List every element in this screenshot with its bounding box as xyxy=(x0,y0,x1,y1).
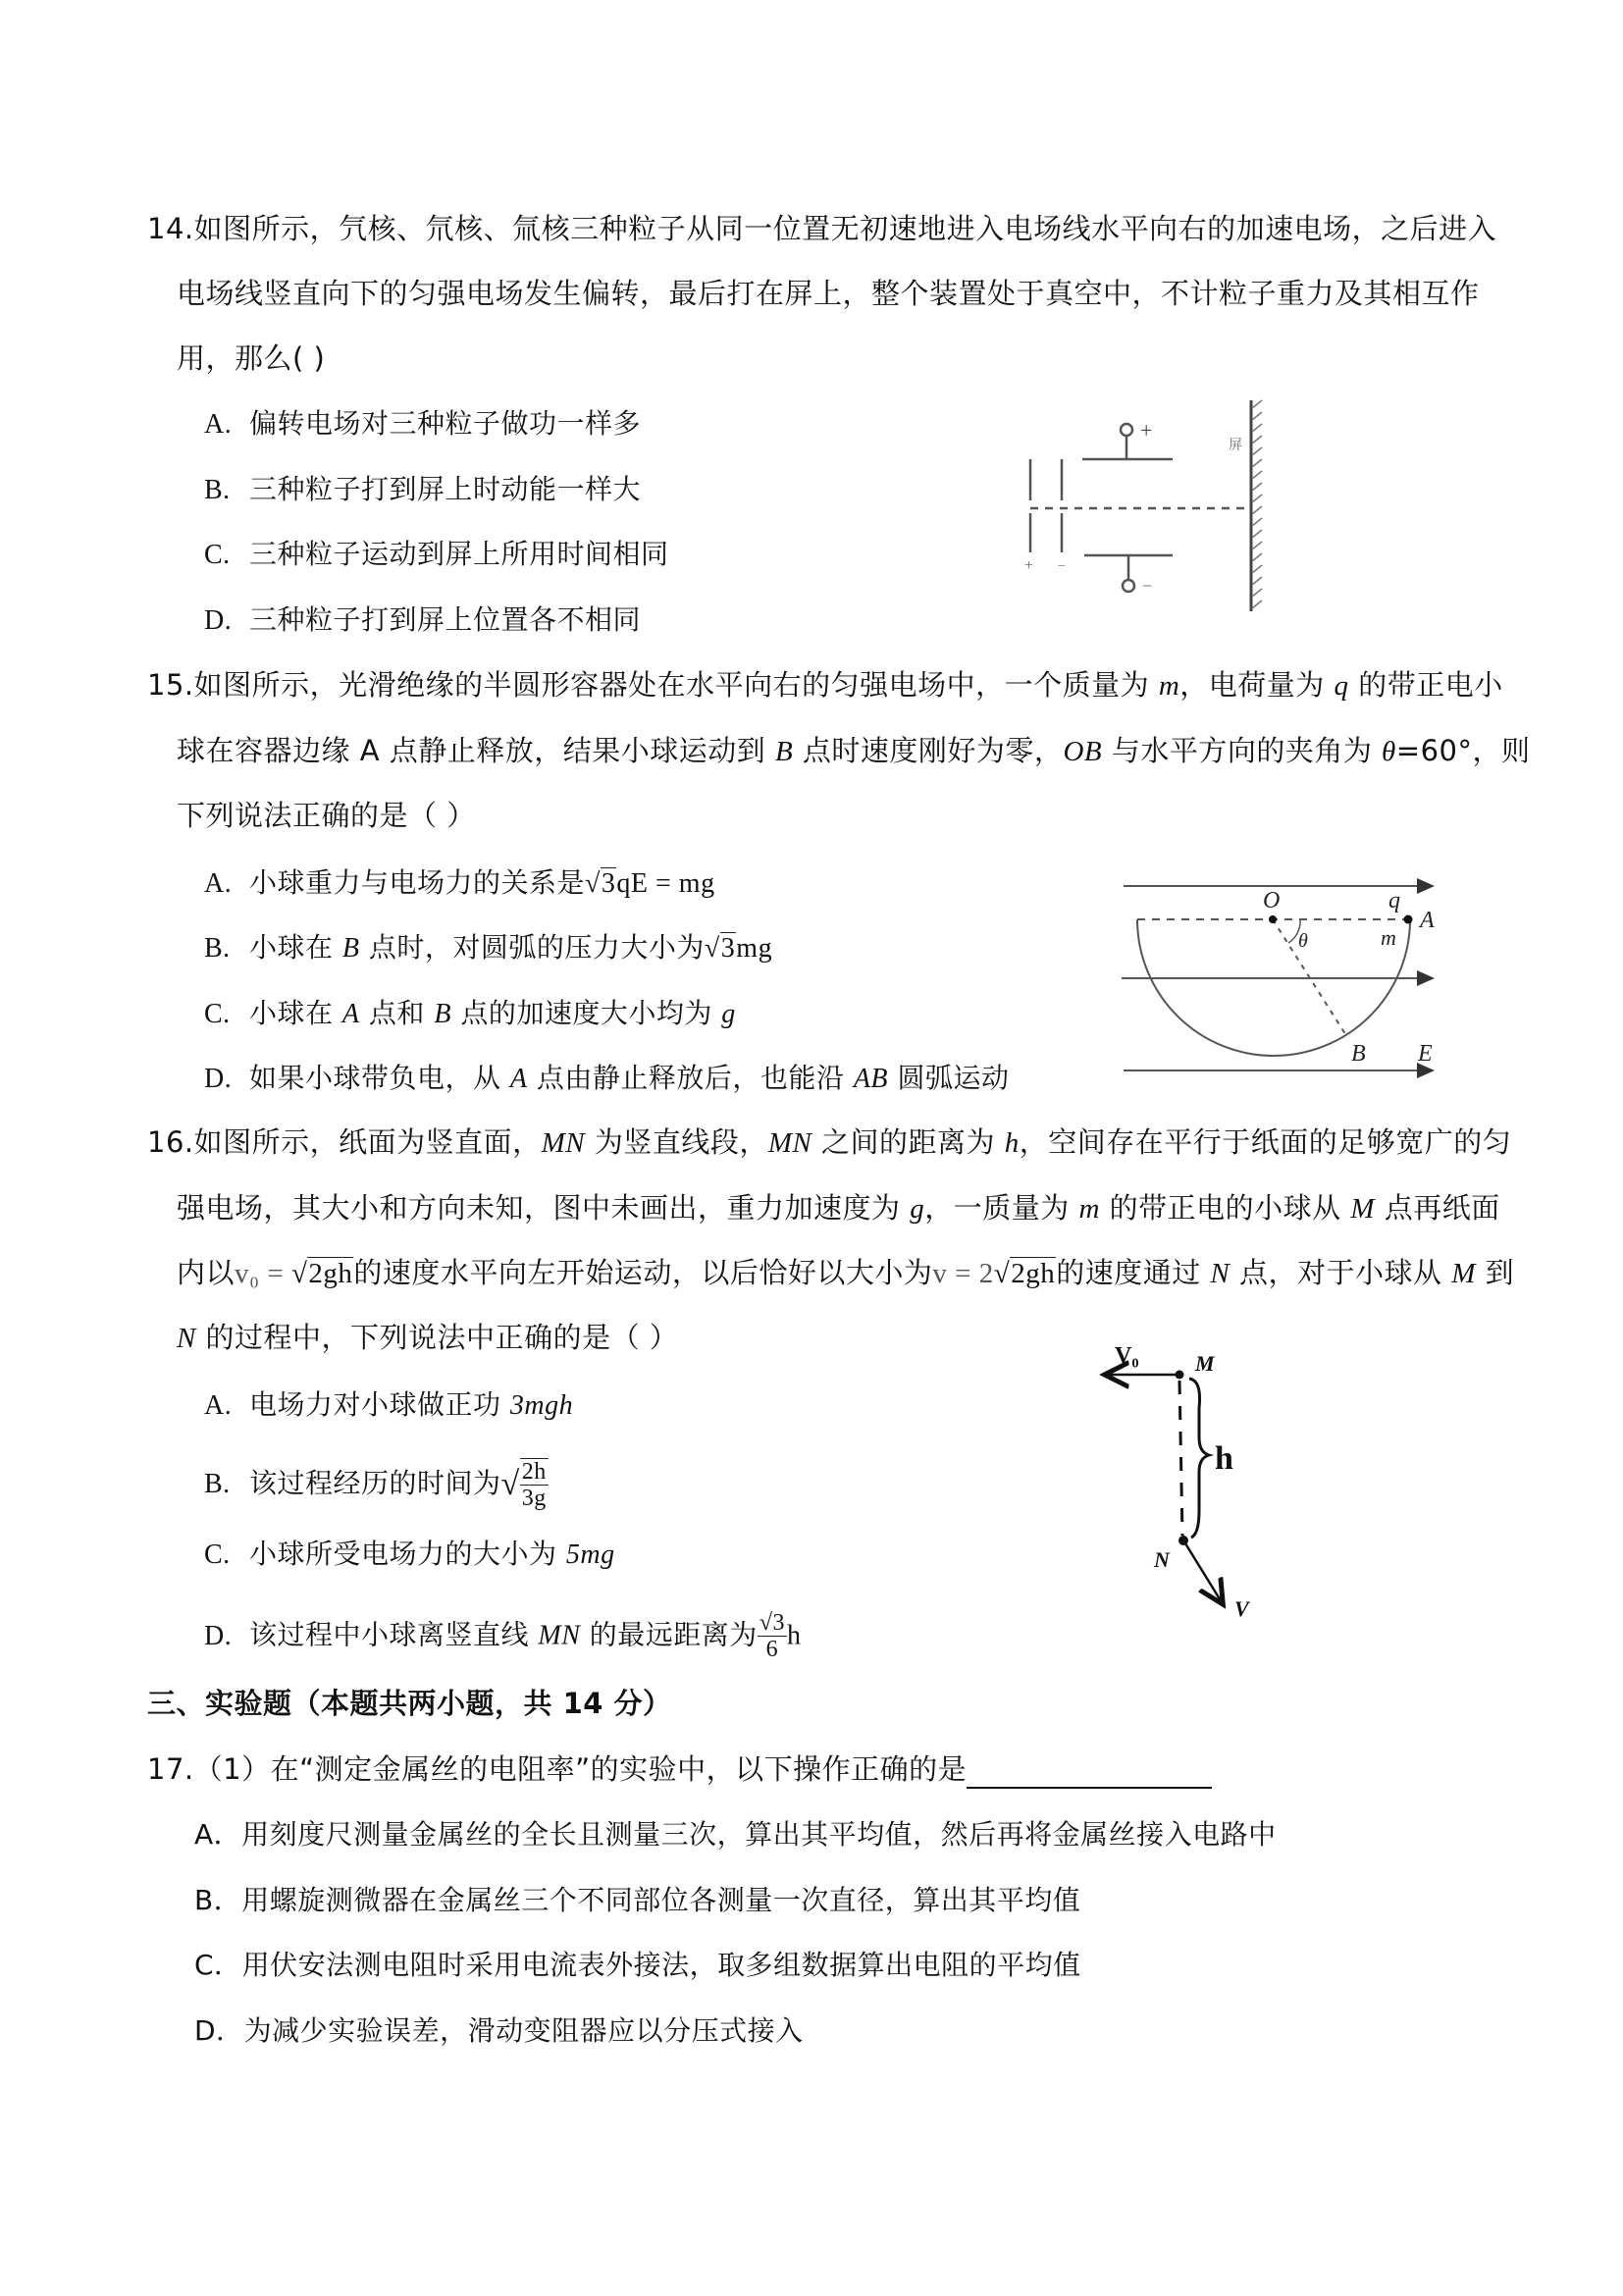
option-text: 点的加速度大小均为 xyxy=(450,997,722,1029)
option-text: 电场力对小球做正功 xyxy=(249,1388,510,1421)
sqrt-expr: √3 xyxy=(585,868,616,899)
label-h: h xyxy=(1215,1440,1233,1477)
text: 的带正电的小球从 xyxy=(1099,1191,1351,1225)
var-MN: MN xyxy=(538,1620,581,1651)
text: 的过程中，下列说法中正确的是（ ） xyxy=(195,1321,679,1354)
v-arrow xyxy=(1185,1543,1222,1602)
option-text: 点时，对圆弧的压力大小为 xyxy=(359,931,705,964)
option-label: B. xyxy=(204,475,231,505)
sqrt-expr: √3 xyxy=(704,933,736,964)
radicand: 3 xyxy=(601,868,616,899)
var-B: B xyxy=(341,933,360,964)
label-O: O xyxy=(1263,888,1281,913)
q14-stem-line-2: 电场线竖直向下的匀强电场发生偏转，最后打在屏上，整个装置处于真空中，不计粒子重力及其相互作 xyxy=(177,277,1480,310)
text: 16.如图所示，纸面为竖直面， xyxy=(147,1125,542,1159)
option-text: 点和 xyxy=(359,997,435,1029)
q16-stem-line-4 xyxy=(177,1318,678,1358)
math-expr: 3mgh xyxy=(509,1390,574,1421)
option-text: 用螺旋测微器在金属丝三个不同部位各测量一次直径，算出其平均值 xyxy=(241,1884,1081,1916)
var-B: B xyxy=(434,999,451,1029)
var-m: m xyxy=(1158,670,1180,702)
label-q: q xyxy=(1388,888,1400,913)
option-label: A. xyxy=(204,1390,233,1421)
text: 的速度通过 xyxy=(1056,1256,1211,1289)
var-A: A xyxy=(509,1064,528,1094)
option-text: 三种粒子打到屏上位置各不相同 xyxy=(249,603,642,636)
text: 为竖直线段， xyxy=(585,1125,768,1159)
var-N: N xyxy=(177,1323,196,1354)
numerator: √3 xyxy=(759,1610,785,1636)
var-B: B xyxy=(775,736,794,767)
option-text: 该过程中小球离竖直线 xyxy=(249,1618,539,1651)
option-label: D. xyxy=(204,1620,233,1651)
q14-option-d[interactable] xyxy=(204,600,641,641)
var-v: v = 2 xyxy=(932,1258,994,1289)
answer-blank[interactable] xyxy=(967,1759,1212,1789)
math-expr: mg xyxy=(736,933,773,964)
q17-option-b[interactable] xyxy=(194,1881,1080,1920)
q16-stem-line-1 xyxy=(147,1122,1511,1163)
option-label: C. xyxy=(204,999,231,1029)
q16-figure xyxy=(1089,1339,1285,1629)
text: 之间的距离为 xyxy=(812,1125,1005,1159)
option-label: A． xyxy=(194,1818,242,1851)
text: 点再纸面 xyxy=(1375,1191,1500,1225)
sqrt-sign: √ xyxy=(500,1466,520,1502)
q16-option-a[interactable] xyxy=(204,1385,573,1426)
math-expr: 5mg xyxy=(565,1539,615,1570)
var-M: M xyxy=(1350,1193,1376,1225)
semicircle-container xyxy=(1137,919,1410,1056)
option-text: 如果小球带负电，从 xyxy=(249,1062,510,1094)
option-text: 为减少实验误差，滑动变阻器应以分压式接入 xyxy=(243,2014,804,2047)
option-text: 用刻度尺测量金属丝的全长且测量三次，算出其平均值，然后再将金属丝接入电路中 xyxy=(241,1818,1277,1851)
var-M: M xyxy=(1451,1258,1476,1289)
var-A: A xyxy=(341,999,360,1029)
text: ，空间存在平行于纸面的足够宽广的匀 xyxy=(1019,1125,1512,1159)
var-g: g xyxy=(910,1193,925,1225)
option-label: C. xyxy=(204,1539,231,1570)
h-brace xyxy=(1189,1379,1209,1538)
var-h: h xyxy=(1004,1127,1020,1159)
option-text: 小球在 xyxy=(249,931,342,964)
q17-option-c[interactable] xyxy=(194,1946,1081,1985)
text: 的速度水平向左开始运动，以后恰好以大小为 xyxy=(353,1256,933,1289)
option-text: 三种粒子运动到屏上所用时间相同 xyxy=(249,538,669,570)
label-v: V xyxy=(1234,1596,1249,1621)
radicand: 3 xyxy=(720,933,736,964)
label-theta: θ xyxy=(1298,930,1308,952)
q15-figure xyxy=(1114,868,1467,1079)
var-v0: v₀ = xyxy=(235,1258,291,1289)
option-text: 点由静止释放后，也能沿 xyxy=(527,1062,854,1094)
q16-option-b[interactable] xyxy=(204,1458,549,1511)
q15-stem-line-2 xyxy=(177,731,1531,771)
q16-stem-line-3 xyxy=(177,1253,1514,1293)
var-OB: OB xyxy=(1063,736,1103,767)
q16-option-c[interactable] xyxy=(204,1535,615,1575)
q14-stem-line-1: 14.如图所示，氕核、氘核、氚核三种粒子从同一位置无初速地进入电场线水平向右的加速电场，之后进入 xyxy=(147,212,1497,245)
option-text: 的最远距离为 xyxy=(580,1618,758,1651)
option-text: 三种粒子打到屏上时动能一样大 xyxy=(249,473,642,505)
text: 球在容器边缘 A 点静止释放，结果小球运动到 xyxy=(177,734,775,767)
point-M xyxy=(1176,1371,1184,1380)
option-label: D． xyxy=(194,2014,244,2047)
q16-option-d[interactable] xyxy=(204,1610,801,1662)
option-label: B. xyxy=(204,933,231,964)
text: 的带正电小 xyxy=(1348,668,1503,702)
math-expr: g xyxy=(721,999,736,1029)
sqrt-expr: √2gh xyxy=(993,1258,1056,1289)
text: 与水平方向的夹角为 xyxy=(1102,734,1383,767)
MN-dashed xyxy=(1179,1381,1182,1536)
text: 到 xyxy=(1475,1256,1515,1289)
var-AB: AB xyxy=(853,1064,889,1094)
text: =60°，则 xyxy=(1395,734,1531,767)
text: ，电荷量为 xyxy=(1179,668,1335,702)
screen-hatching xyxy=(1252,400,1262,608)
numerator: 2h xyxy=(521,1459,547,1485)
math-expr: h xyxy=(786,1620,802,1651)
var-m: m xyxy=(1078,1193,1100,1225)
denominator: 3g xyxy=(521,1486,547,1511)
option-label: D. xyxy=(204,605,233,636)
text: ，一质量为 xyxy=(924,1191,1079,1225)
var-MN: MN xyxy=(541,1127,586,1159)
q16-stem-line-2 xyxy=(177,1188,1500,1228)
q17-stem xyxy=(147,1749,1212,1789)
option-label: A. xyxy=(204,868,233,899)
var-N: N xyxy=(1210,1258,1230,1289)
q15-option-d[interactable] xyxy=(204,1059,1009,1099)
option-label: D. xyxy=(204,1064,233,1094)
q15-stem-line-3: 下列说法正确的是（ ） xyxy=(177,799,476,832)
option-text: 小球所受电场力的大小为 xyxy=(249,1538,566,1570)
text: 强电场，其大小和方向未知，图中未画出，重力加速度为 xyxy=(177,1191,911,1225)
q14-option-b[interactable] xyxy=(204,470,641,510)
q15-option-a[interactable] xyxy=(204,863,715,904)
sqrt-expr: √2gh xyxy=(290,1258,353,1289)
point-A xyxy=(1404,915,1413,924)
option-text: 小球在 xyxy=(249,997,342,1029)
radicand: 2gh xyxy=(1011,1258,1056,1289)
text: 点时速度刚好为零， xyxy=(793,734,1064,767)
option-text: 偏转电场对三种粒子做功一样多 xyxy=(249,407,642,440)
fraction xyxy=(758,1610,787,1662)
top-terminal xyxy=(1121,424,1132,436)
label-M: M xyxy=(1195,1351,1215,1376)
q14-stem-line-3: 用，那么( ) xyxy=(177,341,326,375)
text: 内以 xyxy=(177,1256,236,1289)
option-text: 小球重力与电场力的关系是 xyxy=(249,866,586,899)
q17-option-a[interactable] xyxy=(194,1815,1277,1854)
label-B: B xyxy=(1351,1041,1366,1067)
accel-right-sign: − xyxy=(1058,559,1066,574)
screen-label: 屏 xyxy=(1229,439,1242,453)
option-text: 该过程经历的时间为 xyxy=(249,1467,501,1499)
text: 17.（1）在“测定金属丝的电阻率”的实验中，以下操作正确的是 xyxy=(147,1752,968,1786)
q14-option-a[interactable] xyxy=(204,404,641,444)
accel-left-sign: + xyxy=(1024,557,1034,574)
option-label: C. xyxy=(204,540,231,570)
fraction xyxy=(520,1458,549,1511)
option-label: C． xyxy=(194,1949,242,1981)
option-label: A. xyxy=(204,409,233,440)
label-A: A xyxy=(1420,908,1435,933)
label-v0: V₀ xyxy=(1115,1343,1139,1369)
label-m: m xyxy=(1381,925,1396,950)
q14-option-c[interactable] xyxy=(204,535,669,575)
var-theta: θ xyxy=(1382,736,1396,767)
option-text: 用伏安法测电阻时采用电流表外接法，取多组数据算出电阻的平均值 xyxy=(241,1949,1081,1981)
q15-stem-line-1 xyxy=(147,665,1503,705)
bottom-terminal-sign: − xyxy=(1142,576,1153,596)
section-3-heading: 三、实验题（本题共两小题，共 14 分） xyxy=(147,1687,672,1720)
var-MN: MN xyxy=(767,1127,812,1159)
q15-option-b[interactable] xyxy=(204,928,772,968)
q17-option-d[interactable] xyxy=(194,2011,804,2051)
point-O xyxy=(1269,915,1277,923)
text: 点，对于小球从 xyxy=(1230,1256,1452,1289)
text: 15.如图所示，光滑绝缘的半圆形容器处在水平向右的匀强电场中，一个质量为 xyxy=(147,668,1159,702)
label-N: N xyxy=(1154,1547,1170,1572)
q14-figure xyxy=(1021,391,1276,611)
denominator: 6 xyxy=(765,1637,779,1662)
bottom-terminal xyxy=(1123,580,1134,592)
label-E: E xyxy=(1418,1041,1433,1067)
var-q: q xyxy=(1334,670,1349,702)
radicand: 2gh xyxy=(308,1258,353,1289)
option-label: B． xyxy=(194,1884,242,1916)
q15-option-c[interactable] xyxy=(204,994,736,1034)
math-expr: qE = mg xyxy=(616,868,715,899)
option-text: 圆弧运动 xyxy=(888,1062,1010,1094)
top-terminal-sign: + xyxy=(1140,418,1153,443)
option-label: B. xyxy=(204,1469,231,1499)
